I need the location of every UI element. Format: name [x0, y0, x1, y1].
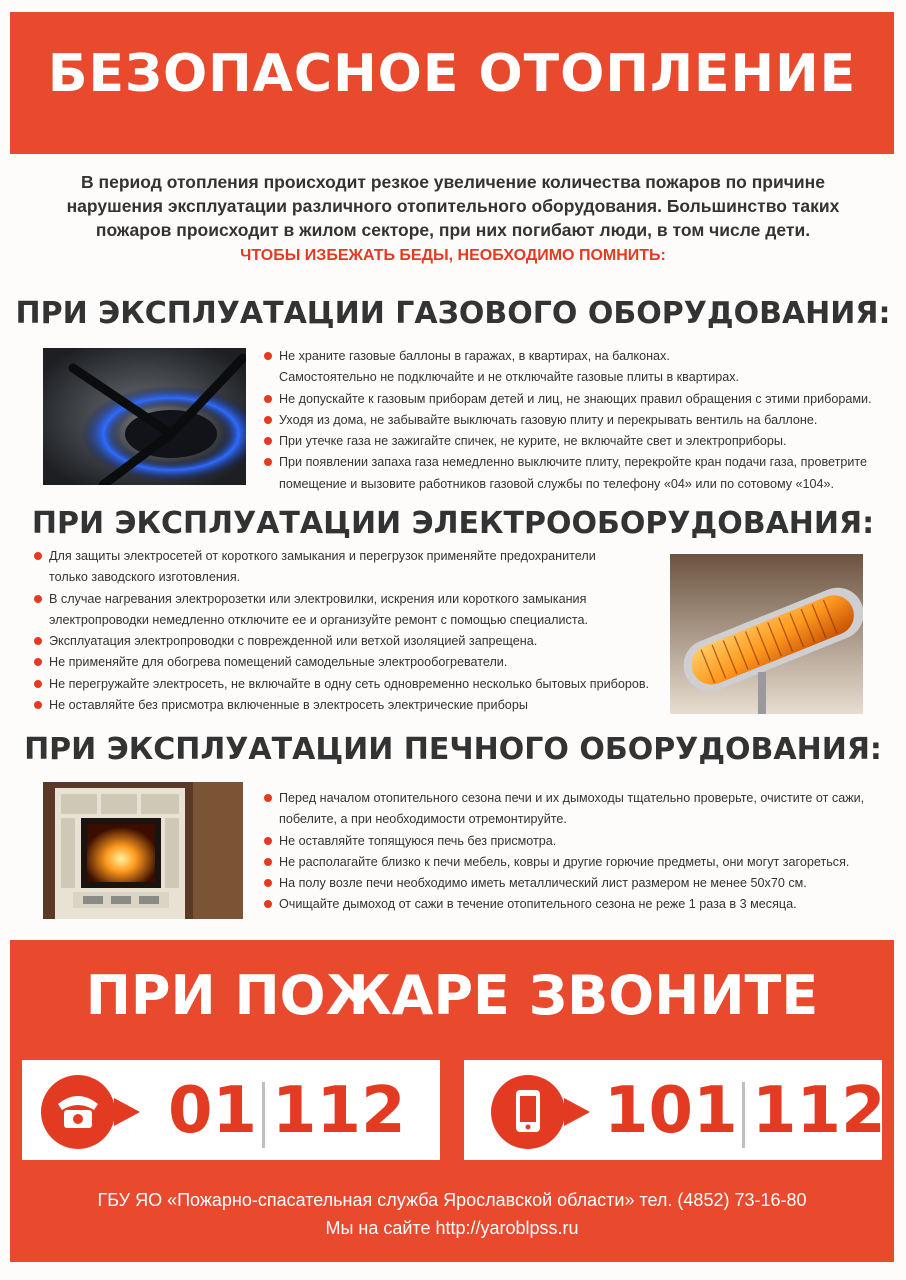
landline-number-b: 112 [272, 1074, 406, 1148]
bullet-icon [34, 658, 42, 666]
list-item: Не перегружайте электросеть, не включайте в одну сеть одновременно несколько бытовых приборов. [32, 674, 672, 695]
bullet-icon [264, 794, 272, 802]
heater-icon [670, 554, 863, 714]
warning-line: ЧТОБЫ ИЗБЕЖАТЬ БЕДЫ, НЕОБХОДИМО ПОМНИТЬ: [240, 247, 666, 264]
bullet-icon [34, 680, 42, 688]
list-item: электропроводки немедленно отключите ее и организуйте ремонт с помощью специалиста. [49, 612, 588, 627]
stove-image [43, 782, 243, 919]
header-band [10, 12, 894, 154]
mobile-phone-icon [490, 1074, 610, 1150]
gas-burner-image [43, 348, 246, 485]
bullet-icon [34, 701, 42, 709]
list-item: Уходя из дома, не забывайте выключать газовую плиту и перекрывать вентиль на баллоне. [262, 410, 882, 431]
bullet-icon [264, 458, 272, 466]
footer-organization: ГБУ ЯО «Пожарно-спасательная служба Ярославской области» тел. (4852) 73-16-80 [97, 1190, 807, 1210]
fireplace-icon [43, 782, 243, 919]
list-item: При появлении запаха газа немедленно выключите плиту, перекройте кран подачи газа, проветрите [262, 452, 882, 473]
footer-band [10, 1160, 894, 1262]
list-item: В случае нагревания электророзетки или электровилки, искрения или короткого замыкания [32, 589, 672, 610]
intro-line: В период отопления происходит резкое увеличение количества пожаров по причине [81, 172, 825, 192]
list-item: Не применяйте для обогрева помещений самодельные электрообогреватели. [32, 652, 672, 673]
call-heading: ПРИ ПОЖАРЕ ЗВОНИТЕ [85, 964, 819, 1027]
gas-list [262, 346, 882, 495]
mobile-number-a: 101 [604, 1074, 738, 1148]
bullet-icon [264, 837, 272, 845]
electric-list [32, 546, 672, 716]
mobile-number-b: 112 [752, 1074, 886, 1148]
number-separator [742, 1082, 745, 1148]
bullet-icon [264, 416, 272, 424]
intro-text [30, 170, 876, 242]
footer-website: Мы на сайте http://yaroblpss.ru [325, 1218, 579, 1238]
list-item: Для защиты электросетей от короткого замыкания и перегрузок применяйте предохранители [32, 546, 672, 567]
gas-heading: ПРИ ЭКСПЛУАТАЦИИ ГАЗОВОГО ОБОРУДОВАНИЯ: [15, 296, 891, 331]
intro-line: нарушения эксплуатации различного отопительного оборудования. Большинство таких [66, 196, 840, 216]
list-item: только заводского изготовления. [49, 570, 241, 585]
electric-heater-image [670, 554, 863, 714]
bullet-icon [264, 879, 272, 887]
frame-left [10, 1060, 22, 1162]
list-item: Перед началом отопительного сезона печи и их дымоходы тщательно проверьте, очистите от сажи, [262, 788, 882, 809]
bullet-icon [264, 858, 272, 866]
list-item: Эксплуатация электропроводки с поврежденной или ветхой изоляцией запрещена. [32, 631, 672, 652]
list-item: Не оставляйте без присмотра включенные в электросеть электрические приборы [32, 695, 672, 716]
number-separator [262, 1082, 265, 1148]
stove-heading: ПРИ ЭКСПЛУАТАЦИИ ПЕЧНОГО ОБОРУДОВАНИЯ: [24, 732, 882, 767]
list-item: Не храните газовые баллоны в гаражах, в квартирах, на балконах. [262, 346, 882, 367]
list-item: побелите, а при необходимости отремонтируйте. [279, 812, 567, 827]
list-item: Не оставляйте топящуюся печь без присмотра. [262, 831, 882, 852]
bullet-icon [264, 437, 272, 445]
frame-divider [440, 1060, 464, 1162]
list-item: На полу возле печи необходимо иметь металлический лист размером не менее 50х70 см. [262, 873, 882, 894]
intro-line: пожаров происходит в жилом секторе, при них погибают люди, в том числе дети. [95, 220, 811, 240]
bullet-icon [34, 595, 42, 603]
list-item: При утечке газа не зажигайте спичек, не курите, не включайте свет и электроприборы. [262, 431, 882, 452]
list-item: Не располагайте близко к печи мебель, ковры и другие горючие предметы, они могут загореться. [262, 852, 882, 873]
page-title: БЕЗОПАСНОЕ ОТОПЛЕНИЕ [47, 44, 857, 104]
bullet-icon [264, 900, 272, 908]
telephone-icon [40, 1074, 160, 1150]
call-band [10, 940, 894, 1064]
gas-flame-icon [43, 348, 246, 485]
list-item: Не допускайте к газовым приборам детей и лиц, не знающих правил обращения с этими приборами. [262, 389, 882, 410]
bullet-icon [34, 637, 42, 645]
bullet-icon [264, 395, 272, 403]
list-item: помещение и вызовите работников газовой службы по телефону «04» или по сотовому «104». [279, 476, 835, 491]
stove-list [262, 788, 882, 916]
electric-heading: ПРИ ЭКСПЛУАТАЦИИ ЭЛЕКТРООБОРУДОВАНИЯ: [31, 506, 875, 541]
bullet-icon [264, 352, 272, 360]
landline-number-a: 01 [168, 1074, 258, 1148]
bullet-icon [34, 552, 42, 560]
list-item: Очищайте дымоход от сажи в течение отопительного сезона не реже 1 раза в 3 месяца. [262, 894, 882, 915]
list-item: Самостоятельно не подключайте и не отключайте газовые плиты в квартирах. [279, 370, 740, 385]
